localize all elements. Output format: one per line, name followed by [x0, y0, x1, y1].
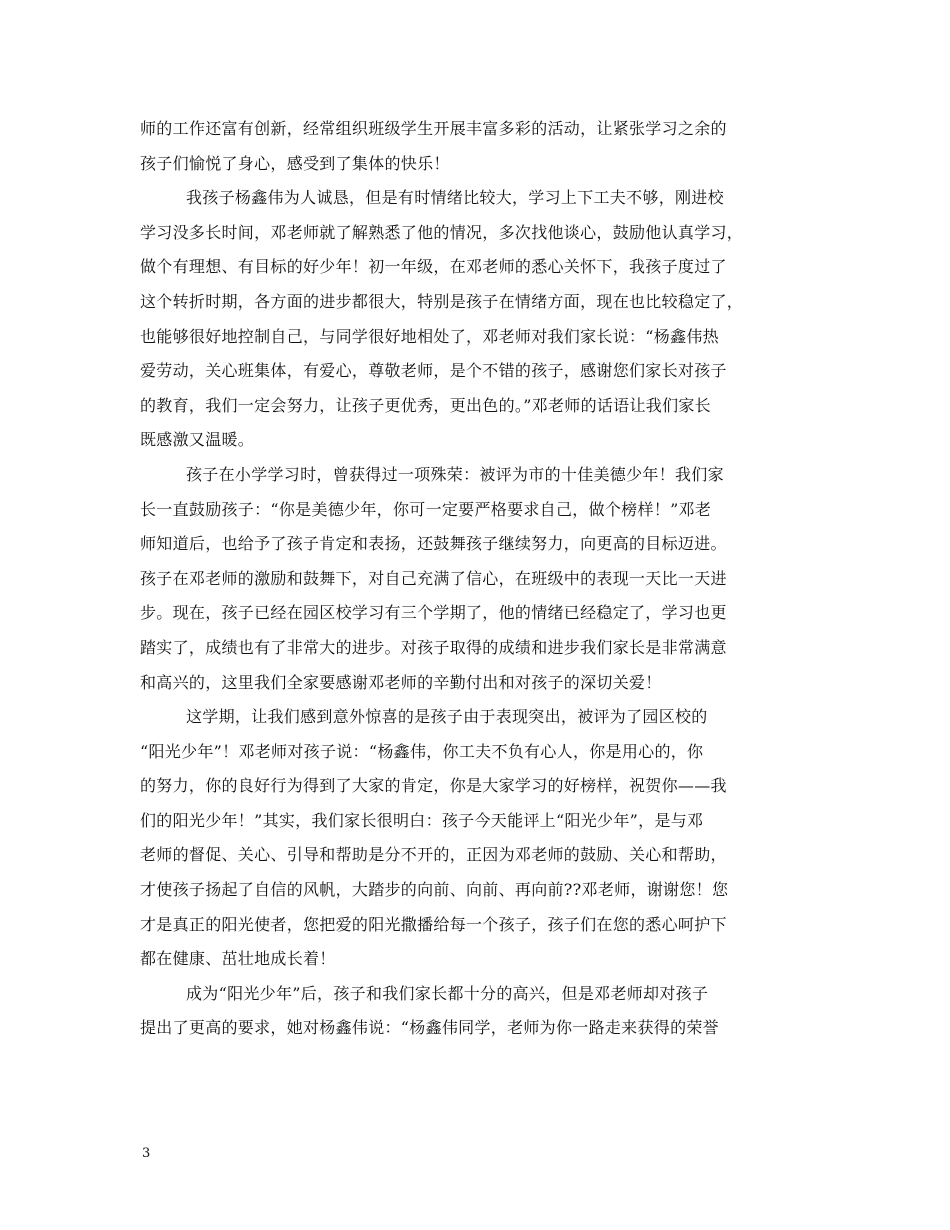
- paragraph-start-line: 孩子在小学学习时，曾获得过一项殊荣：被评为市的十佳美德少年！我们家: [186, 464, 724, 484]
- paragraph-start-line: 成为“阳光少年”后，孩子和我们家长都十分的高兴，但是邓老师却对孩子: [186, 983, 709, 1003]
- text-line: 也能够很好地控制自己，与同学很好地相处了，邓老师对我们家长说：“杨鑫伟热: [140, 326, 719, 346]
- text-line: 老师的督促、关心、引导和帮助是分不开的，正因为邓老师的鼓励、关心和帮助，: [140, 845, 727, 865]
- text-line: 既感激又温暖。: [140, 430, 255, 450]
- text-line: 爱劳动，关心班集体，有爱心，尊敬老师，是个不错的孩子，感谢您们家长对孩子: [140, 361, 727, 381]
- text-line: 长一直鼓励孩子：“你是美德少年，你可一定要严格要求自己，做个榜样！”邓老: [140, 499, 712, 519]
- paragraph-start-line: 这学期，让我们感到意外惊喜的是孩子由于表现突出，被评为了园区校的: [186, 707, 708, 727]
- text-line: 和高兴的，这里我们全家要感谢邓老师的辛勤付出和对孩子的深切关爱！: [140, 672, 662, 692]
- text-line: 都在健康、茁壮地成长着！: [140, 949, 336, 969]
- text-line: 才是真正的阳光使者，您把爱的阳光撒播给每一个孩子，孩子们在您的悉心呵护下: [140, 914, 727, 934]
- text-line: 做个有理想、有目标的好少年！初一年级，在邓老师的悉心关怀下，我孩子度过了: [140, 257, 727, 277]
- text-line: 的努力，你的良好行为得到了大家的肯定，你是大家学习的好榜样，祝贺你——我: [140, 776, 727, 796]
- text-line: 们的阳光少年！”其实，我们家长很明白：孩子今天能评上“阳光少年”，是与邓: [140, 810, 704, 830]
- text-line: 孩子在邓老师的激励和鼓舞下，对自己充满了信心，在班级中的表现一天比一天进: [140, 568, 727, 588]
- text-line: 的教育，我们一定会努力，让孩子更优秀，更出色的。”邓老师的话语让我们家长: [140, 395, 711, 415]
- text-line: “阳光少年”！邓老师对孩子说：“杨鑫伟，你工夫不负有心人，你是用心的，你: [140, 741, 704, 761]
- text-line: 师的工作还富有创新，经常组织班级学生开展丰富多彩的活动，让紧张学习之余的: [140, 119, 727, 138]
- text-line: 孩子们愉悦了身心，感受到了集体的快乐！: [140, 153, 450, 173]
- body-text: [140, 112, 820, 1046]
- text-line: 这个转折时期，各方面的进步都很大，特别是孩子在情绪方面，现在也比较稳定了，: [140, 291, 744, 311]
- text-line: 步。现在，孩子已经在园区校学习有三个学期了，他的情绪已经稳定了，学习也更: [140, 603, 727, 623]
- text-line: 师知道后，也给予了孩子肯定和表扬，还鼓舞孩子继续努力，向更高的目标迈进。: [140, 534, 727, 554]
- paragraph-start-line: 我孩子杨鑫伟为人诚恳，但是有时情绪比较大，学习上下工夫不够，刚进校: [186, 188, 724, 208]
- text-line: 才使孩子扬起了自信的风帆，大踏步的向前、向前、再向前??邓老师，谢谢您！您: [140, 880, 729, 900]
- text-line: 学习没多长时间，邓老师就了解熟悉了他的情况，多次找他谈心，鼓励他认真学习，: [140, 222, 744, 242]
- text-line: 提出了更高的要求，她对杨鑫伟说：“杨鑫伟同学，老师为你一路走来获得的荣誉: [140, 1018, 719, 1038]
- page-number: 3: [142, 1146, 151, 1161]
- text-line: 踏实了，成绩也有了非常大的进步。对孩子取得的成绩和进步我们家长是非常满意: [140, 637, 727, 657]
